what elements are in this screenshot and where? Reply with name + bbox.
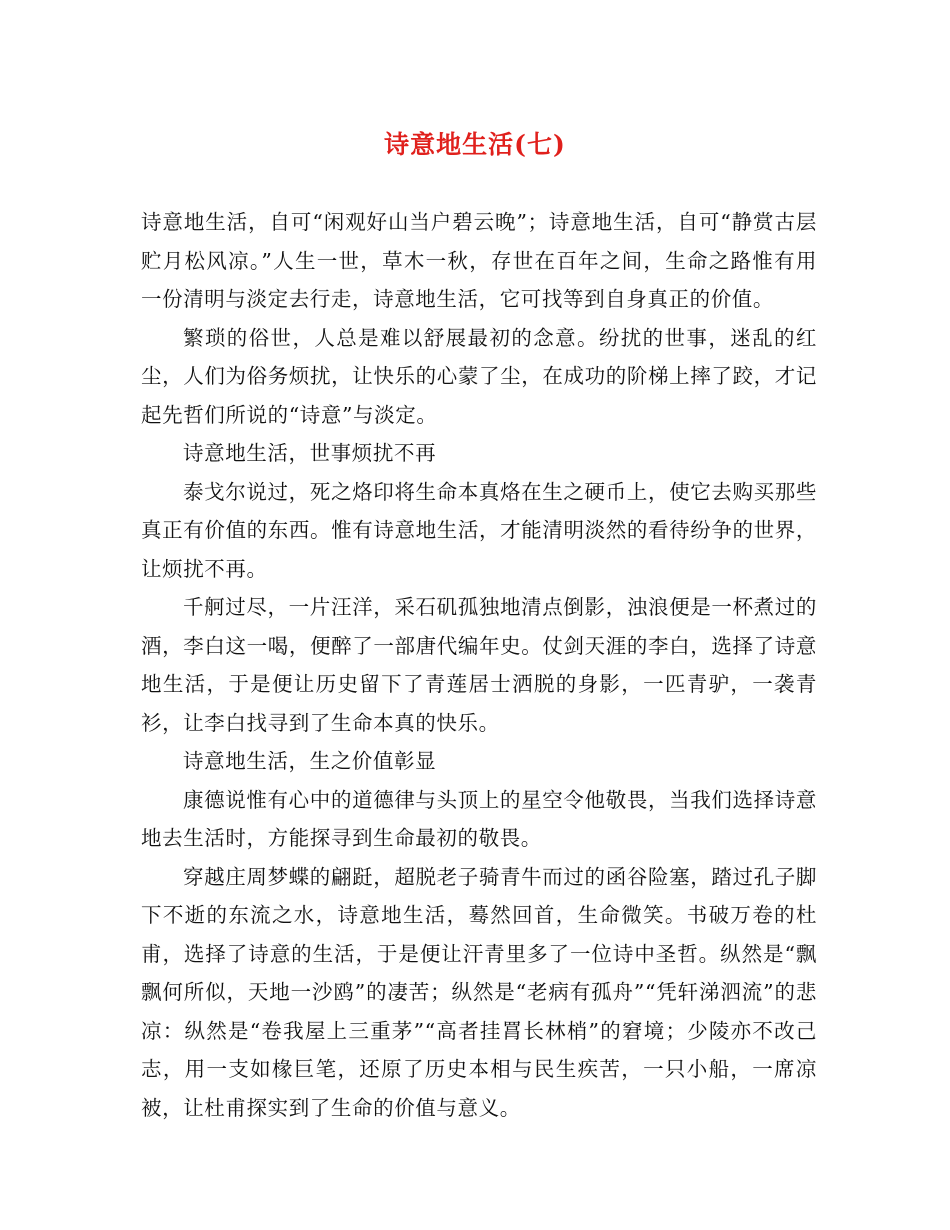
paragraph-4: 千舸过尽，一片汪洋，采石矶孤独地清点倒影，浊浪便是一杯煮过的酒，李白这一喝，便醉了一部唐代编年史。仗剑天涯的李白，选择了诗意地生活，于是便让历史留下了青莲居士洒脱的身影，一匹青驴，一袭青衫，让李白找寻到了生命本真的快乐。 [141,595,817,735]
paragraph-3: 泰戈尔说过，死之烙印将生命本真烙在生之硬币上，使它去购买那些真正有价值的东西。惟有诗意地生活，才能清明淡然的看待纷争的世界，让烦扰不再。 [141,479,817,581]
paragraph-6: 穿越庄周梦蝶的翩跹，超脱老子骑青牛而过的函谷险塞，踏过孔子脚下不逝的东流之水，诗意地生活，蓦然回首，生命微笑。书破万卷的杜甫，选择了诗意的生活，于是便让汗青里多了一位诗中圣哲。纵然是“飘飘何所似，天地一沙鸥”的凄苦；纵然是“老病有孤舟”“凭轩涕泗流”的悲凉：纵然是“卷我屋上三重茅”“高者挂罥长林梢”的窘境；少陵亦不改己志，用一支如椽巨笔，还原了历史本相与民生疾苦，一只小船，一席凉被，让杜甫探实到了生命的价值与意义。 [141,864,818,1120]
section-heading-2: 诗意地生活，生之价值彰显 [183,749,437,773]
paragraph-2: 繁琐的俗世，人总是难以舒展最初的念意。纷扰的世事，迷乱的红尘，人们为俗务烦扰，让快乐的心蒙了尘，在成功的阶梯上摔了跤，才记起先哲们所说的“诗意”与淡定。 [141,325,817,427]
paragraph-1: 诗意地生活，自可“闲观好山当户碧云晚”；诗意地生活，自可“静赏古层贮月松风凉。”人生一世，草木一秋，存世在百年之间，生命之路惟有用一份清明与淡定去行走，诗意地生活，它可找等到自身真正的价值。 [141,210,817,311]
paragraph-5: 康德说惟有心中的道德律与头顶上的星空令他敬畏，当我们选择诗意地去生活时，方能探寻到生命最初的敬畏。 [141,787,817,850]
document-body [141,203,817,1127]
document-title: 诗意地生活(七) [384,130,566,159]
section-heading-1: 诗意地生活，世事烦扰不再 [183,441,437,465]
